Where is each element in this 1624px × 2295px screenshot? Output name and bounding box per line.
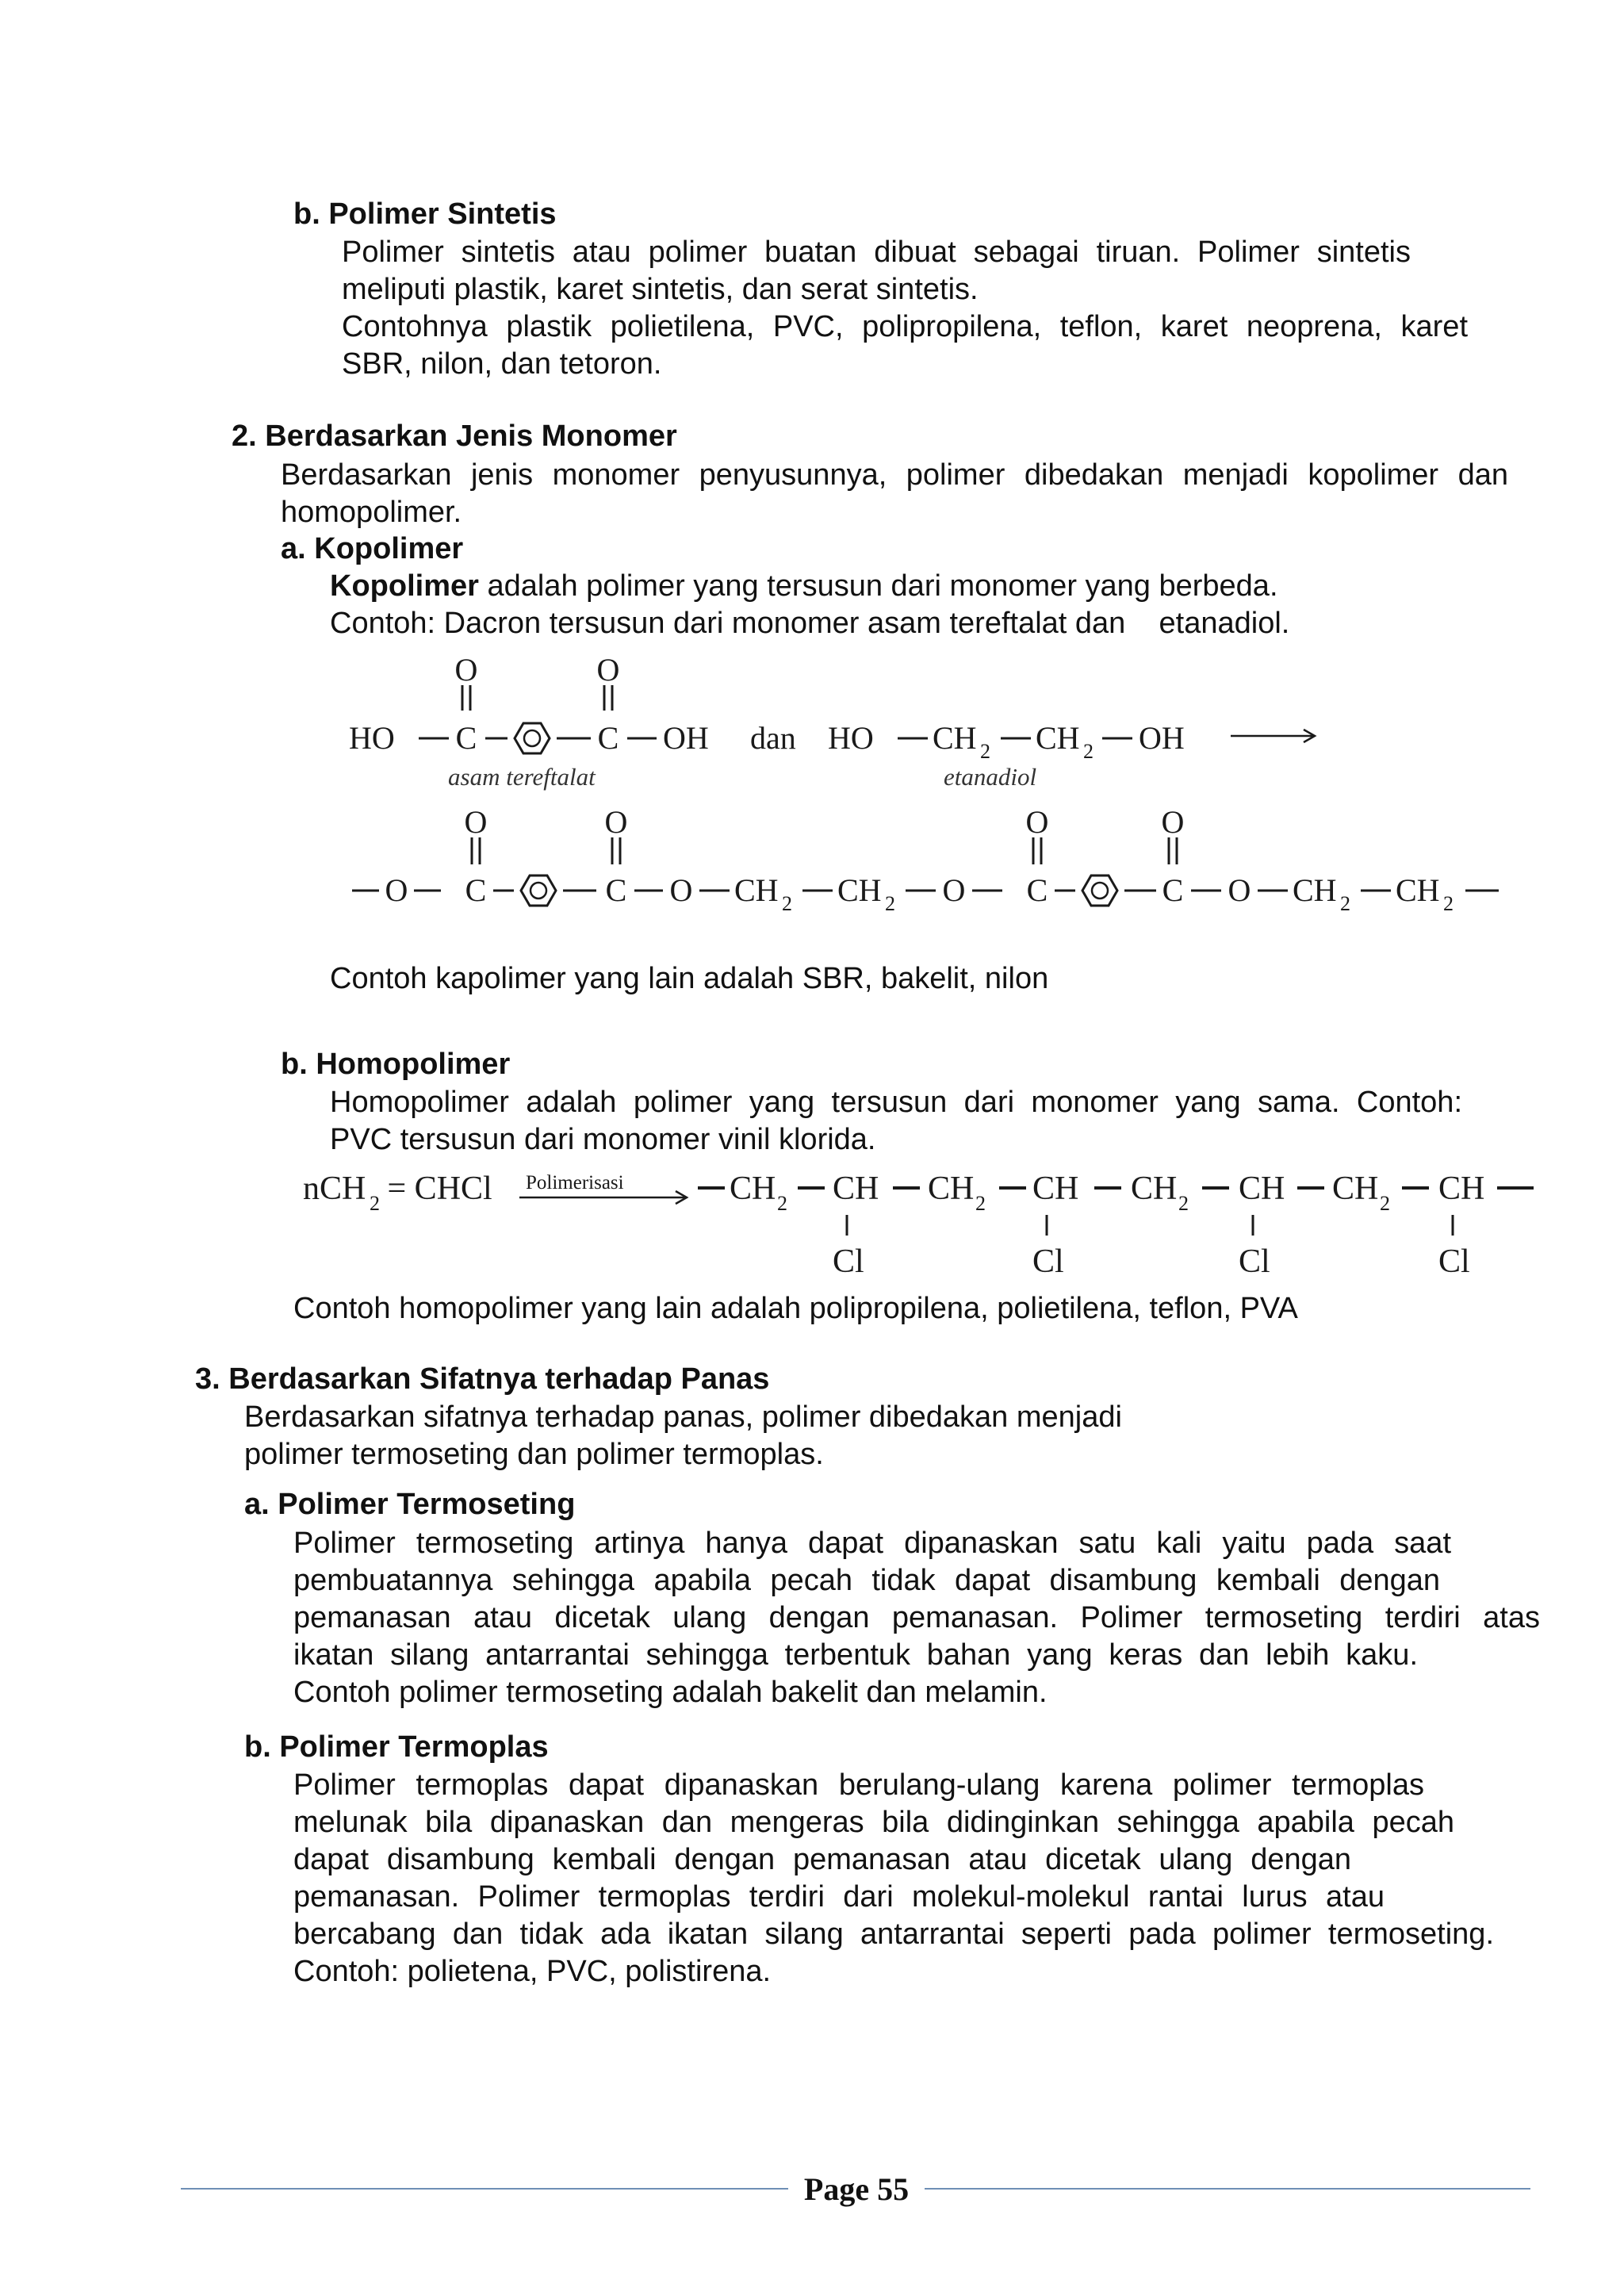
label-asam-tereftalat: asam tereftalat bbox=[448, 763, 596, 791]
paragraph-line: Polimer sintetis atau polimer buatan dibuat sebagai tiruan. Polimer sintetis bbox=[342, 236, 1411, 269]
footer-rule-left bbox=[181, 2188, 788, 2190]
paragraph-line: Contoh: polietena, PVC, polistirena. bbox=[293, 1955, 772, 1988]
carbon: C bbox=[605, 872, 627, 908]
carbon: C bbox=[1162, 872, 1184, 908]
footer-rule-right bbox=[925, 2188, 1530, 2190]
methine-CH: CH bbox=[1239, 1170, 1285, 1207]
carbon: C bbox=[597, 720, 619, 756]
methylene-CH: CH bbox=[734, 872, 779, 908]
paragraph-line: pembuatannya sehingga apabila pecah tidak dapat disambung kembali dengan bbox=[293, 1564, 1440, 1597]
methylene-CH: CH bbox=[933, 720, 977, 756]
subscript-2: 2 bbox=[370, 1192, 380, 1215]
subscript-2: 2 bbox=[1178, 1192, 1189, 1215]
methylene-CH: CH bbox=[1036, 720, 1080, 756]
paragraph-line: melunak bila dipanaskan dan mengeras bila didinginkan sehingga apabila pecah bbox=[293, 1806, 1454, 1839]
kopolimer-other-examples: Contoh kapolimer yang lain adalah SBR, bakelit, nilon bbox=[330, 962, 1049, 995]
paragraph-line: Berdasarkan jenis monomer penyusunnya, polimer dibedakan menjadi kopolimer dan bbox=[281, 458, 1508, 492]
ester-oxygen: O bbox=[942, 872, 966, 908]
monomer-nCH2: nCH bbox=[303, 1170, 366, 1207]
monomer-chcl: = CHCl bbox=[379, 1170, 492, 1207]
heading-termoplas: b. Polimer Termoplas bbox=[244, 1730, 549, 1764]
paragraph-line: PVC tersusun dari monomer vinil klorida. bbox=[330, 1123, 876, 1156]
paragraph-line: pemanasan. Polimer termoplas terdiri dari molekul-molekul rantai lurus atau bbox=[293, 1880, 1385, 1914]
heading-homopolimer: b. Homopolimer bbox=[281, 1048, 511, 1081]
chlorine-Cl: Cl bbox=[1438, 1243, 1470, 1280]
paragraph-line: Contoh polimer termoseting adalah bakelit dan melamin. bbox=[293, 1676, 1048, 1709]
methine-CH: CH bbox=[1032, 1170, 1079, 1207]
label-etanadiol: etanadiol bbox=[944, 763, 1037, 791]
paragraph-line: dapat disambung kembali dengan pemanasan atau dicetak ulang dengan bbox=[293, 1843, 1351, 1876]
heading-jenis-monomer: 2. Berdasarkan Jenis Monomer bbox=[232, 420, 677, 453]
methylene-CH: CH bbox=[1293, 872, 1337, 908]
methylene-CH: CH bbox=[928, 1170, 975, 1207]
carbonyl-oxygen: O bbox=[464, 804, 488, 840]
homopolimer-other-examples: Contoh homopolimer yang lain adalah polipropilena, polietilena, teflon, PVA bbox=[293, 1292, 1298, 1325]
paragraph-line: polimer termoseting dan polimer termoplas. bbox=[244, 1438, 824, 1471]
kopolimer-term: Kopolimer bbox=[330, 569, 479, 603]
heading-kopolimer: a. Kopolimer bbox=[281, 532, 464, 565]
kopolimer-example: Contoh: Dacron tersusun dari monomer asam tereftalat dan etanadiol. bbox=[330, 607, 1290, 640]
ester-oxygen: O bbox=[385, 872, 408, 908]
hydroxyl-HO: HO bbox=[828, 720, 874, 756]
carbonyl-oxygen: O bbox=[1025, 804, 1049, 840]
paragraph-line: meliputi plastik, karet sintetis, dan serat sintetis. bbox=[342, 273, 979, 306]
subscript-2: 2 bbox=[777, 1192, 787, 1215]
ester-oxygen: O bbox=[1228, 872, 1251, 908]
arrow-label-polimerisasi: Polimerisasi bbox=[526, 1172, 624, 1193]
carbonyl-oxygen: O bbox=[604, 804, 628, 840]
paragraph-line: homopolimer. bbox=[281, 496, 462, 529]
subscript-2: 2 bbox=[1083, 740, 1094, 763]
paragraph-line: Homopolimer adalah polimer yang tersusun dari monomer yang sama. Contoh: bbox=[330, 1086, 1462, 1119]
hydroxyl-OH: OH bbox=[1139, 720, 1185, 756]
ester-oxygen: O bbox=[669, 872, 693, 908]
carbonyl-oxygen: O bbox=[596, 652, 620, 688]
carbon: C bbox=[455, 720, 477, 756]
subscript-2: 2 bbox=[1340, 892, 1350, 915]
hydroxyl-HO: HO bbox=[349, 720, 395, 756]
subscript-2: 2 bbox=[980, 740, 990, 763]
methylene-CH: CH bbox=[1131, 1170, 1178, 1207]
paragraph-line: ikatan silang antarrantai sehingga terbentuk bahan yang keras dan lebih kaku. bbox=[293, 1638, 1418, 1672]
methylene-CH: CH bbox=[1396, 872, 1440, 908]
paragraph-line: bercabang dan tidak ada ikatan silang antarrantai seperti pada polimer termoseting. bbox=[293, 1918, 1494, 1951]
hydroxyl-OH: OH bbox=[663, 720, 709, 756]
kopolimer-definition-text: adalah polimer yang tersusun dari monomer yang berbeda. bbox=[478, 569, 1278, 603]
subscript-2: 2 bbox=[885, 892, 895, 915]
carbon: C bbox=[1026, 872, 1048, 908]
page-number: Page 55 bbox=[803, 2171, 910, 2207]
heading-sifat-panas: 3. Berdasarkan Sifatnya terhadap Panas bbox=[195, 1362, 770, 1396]
methine-CH: CH bbox=[833, 1170, 879, 1207]
carbonyl-oxygen: O bbox=[454, 652, 478, 688]
methine-CH: CH bbox=[1438, 1170, 1485, 1207]
chlorine-Cl: Cl bbox=[833, 1243, 864, 1280]
chlorine-Cl: Cl bbox=[1239, 1243, 1270, 1280]
paragraph-line: pemanasan atau dicetak ulang dengan pemanasan. Polimer termoseting terdiri atas bbox=[293, 1601, 1540, 1634]
methylene-CH: CH bbox=[1332, 1170, 1379, 1207]
paragraph-line: Contohnya plastik polietilena, PVC, polipropilena, teflon, karet neoprena, karet bbox=[342, 310, 1468, 343]
subscript-2: 2 bbox=[782, 892, 792, 915]
subscript-2: 2 bbox=[1443, 892, 1454, 915]
word-dan: dan bbox=[750, 720, 796, 756]
paragraph-line: Polimer termoseting artinya hanya dapat dipanaskan satu kali yaitu pada saat bbox=[293, 1527, 1451, 1560]
chlorine-Cl: Cl bbox=[1032, 1243, 1064, 1280]
carbon: C bbox=[465, 872, 487, 908]
carbonyl-oxygen: O bbox=[1161, 804, 1185, 840]
subscript-2: 2 bbox=[975, 1192, 986, 1215]
paragraph-line: SBR, nilon, dan tetoron. bbox=[342, 347, 662, 381]
subscript-2: 2 bbox=[1380, 1192, 1390, 1215]
heading-termoseting: a. Polimer Termoseting bbox=[244, 1488, 576, 1521]
heading-polimer-sintetis: b. Polimer Sintetis bbox=[293, 197, 557, 231]
methylene-CH: CH bbox=[730, 1170, 776, 1207]
methylene-CH: CH bbox=[837, 872, 882, 908]
paragraph-line: Polimer termoplas dapat dipanaskan berulang-ulang karena polimer termoplas bbox=[293, 1768, 1424, 1802]
paragraph-line: Berdasarkan sifatnya terhadap panas, polimer dibedakan menjadi bbox=[244, 1400, 1122, 1434]
